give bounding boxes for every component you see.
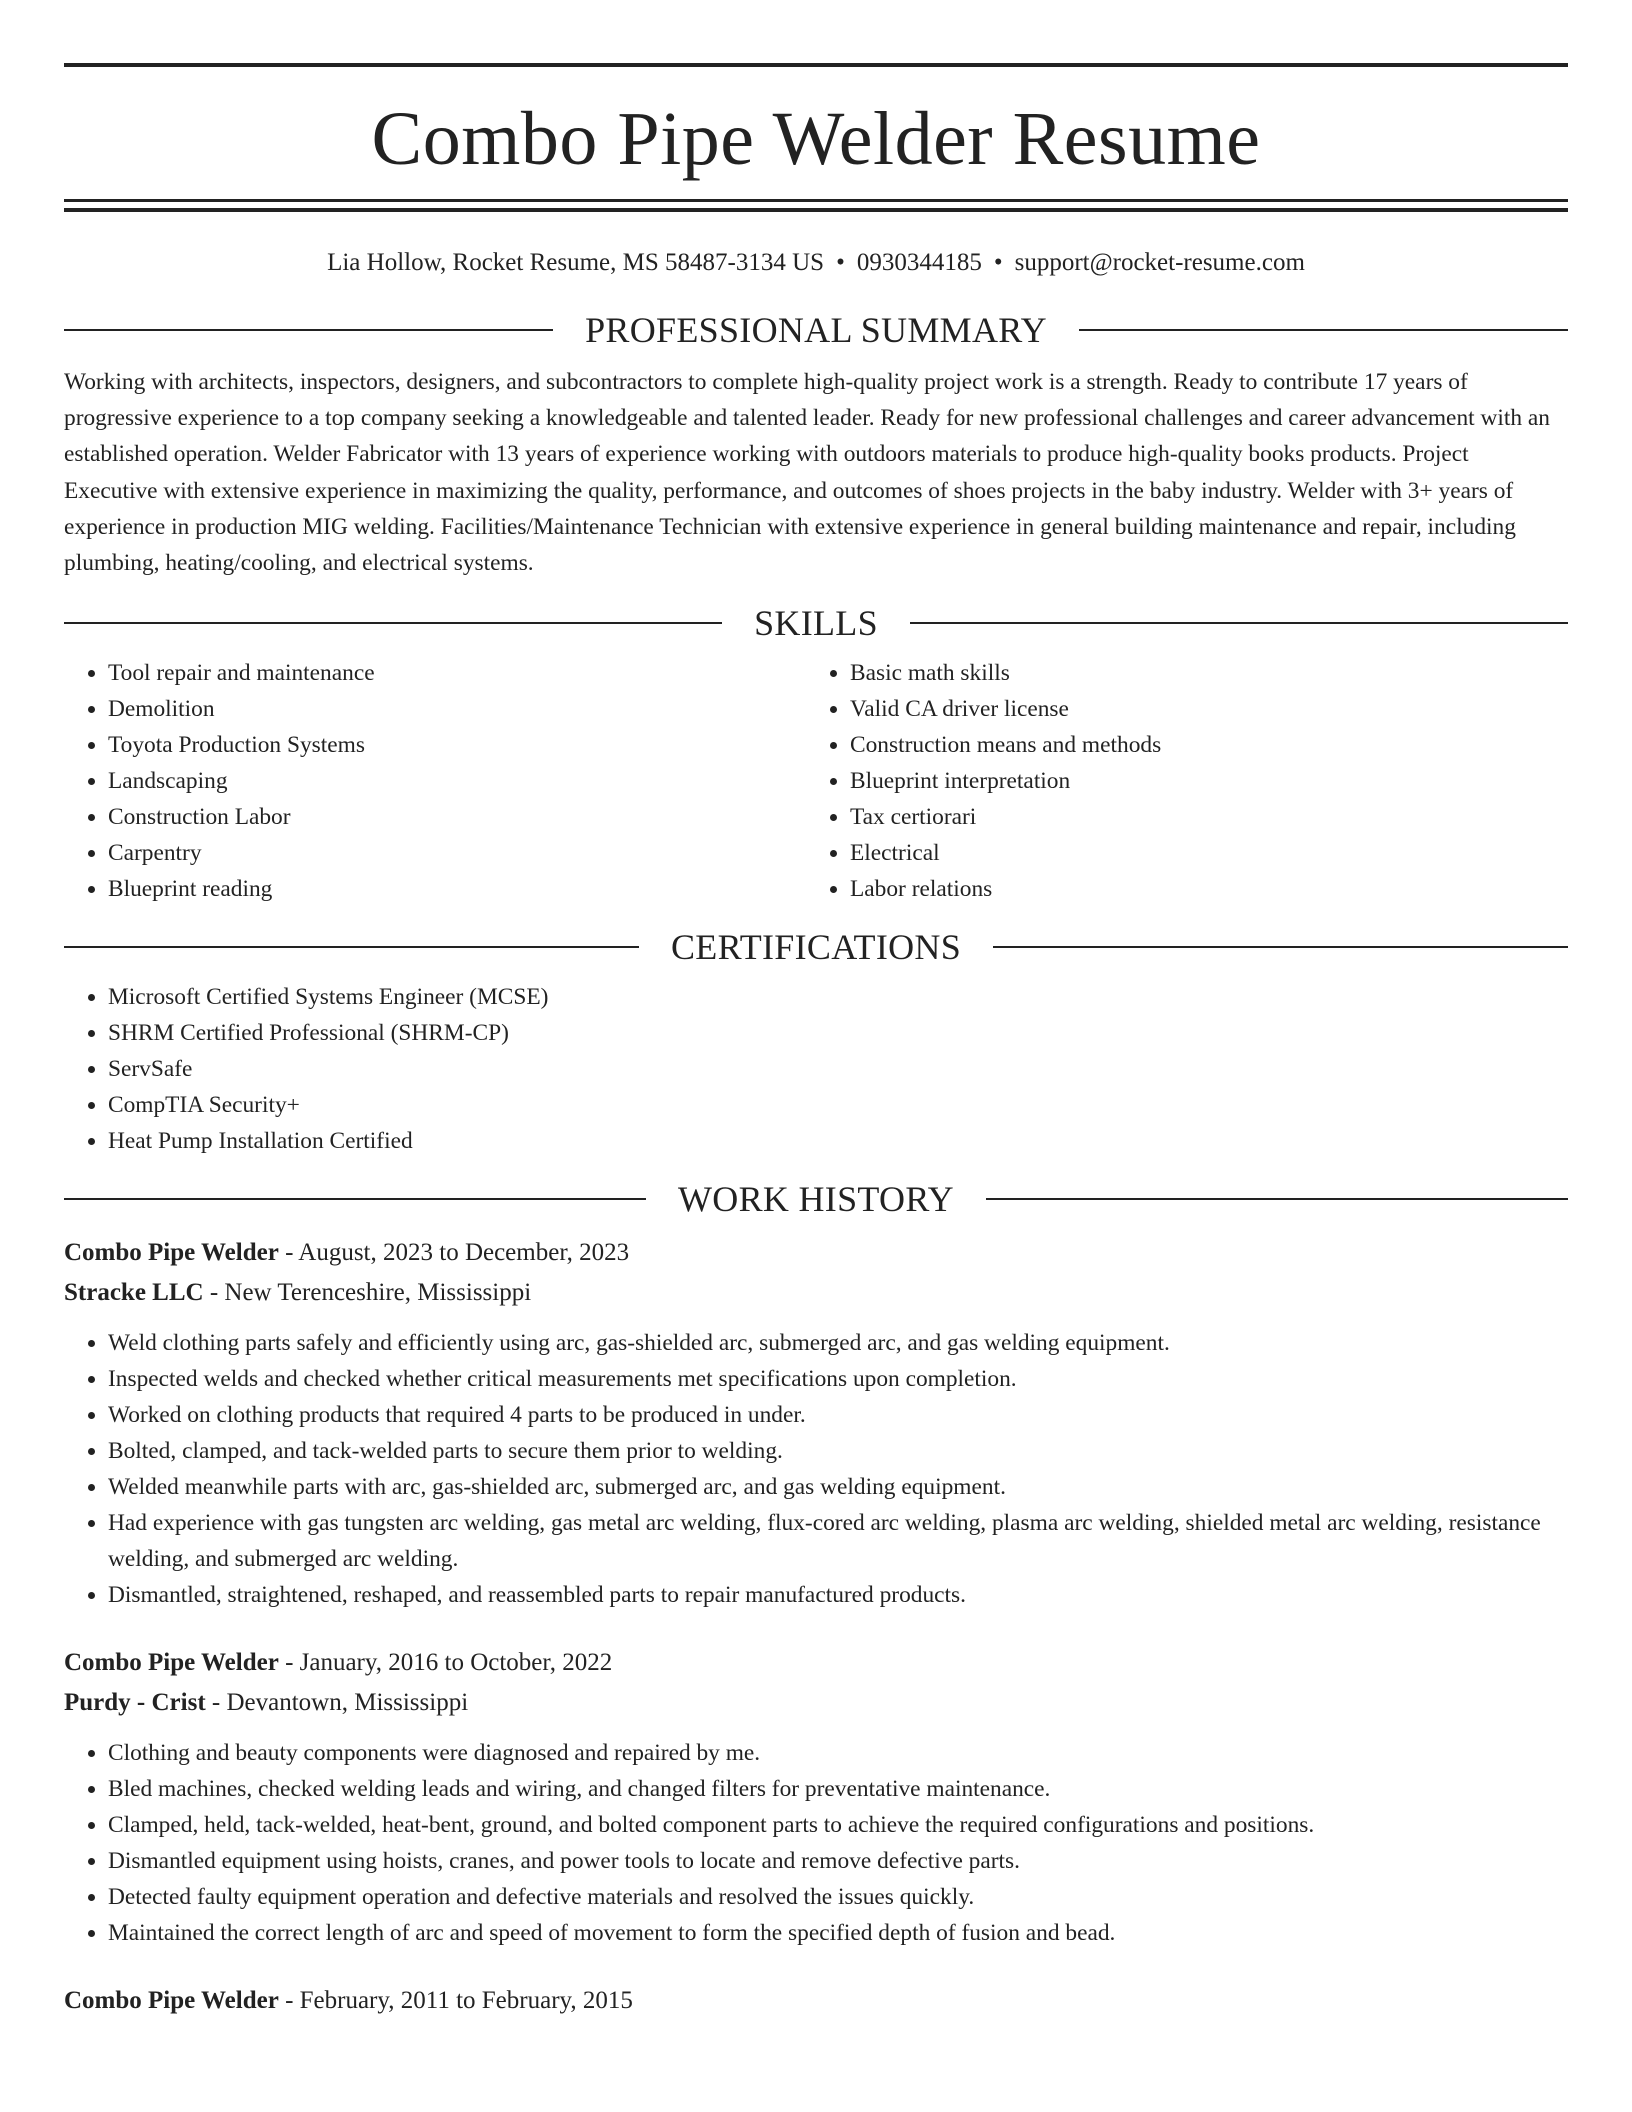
top-rule (64, 63, 1568, 67)
resume-page (64, 0, 1568, 2021)
list-item: • Tool repair and maintenance (108, 655, 806, 691)
certifications-heading-row (64, 927, 1568, 967)
job-title: Combo Pipe Welder (64, 1649, 279, 1677)
contact-phone: 0930344185 (856, 249, 982, 276)
job-dates: January, 2016 to October, 2022 (299, 1649, 613, 1677)
job-company-line (64, 1683, 1568, 1723)
job-duties-list (64, 1325, 1568, 1613)
heading-rule (910, 622, 1568, 624)
job-duties-list (64, 1735, 1568, 1951)
list-item: • Toyota Production Systems (108, 727, 806, 763)
heading-rule (1079, 329, 1568, 331)
skills-heading: SKILLS (754, 603, 878, 644)
heading-rule (64, 329, 553, 331)
list-item: • Dismantled, straightened, reshaped, and reassembled parts to repair manufactured products. (108, 1577, 1568, 1613)
list-item: • Bled machines, checked welding leads and wiring, and changed filters for preventative maintenance. (108, 1771, 1568, 1807)
list-item: • Detected faulty equipment operation and defective materials and resolved the issues quickly. (108, 1879, 1568, 1915)
work-heading: WORK HISTORY (678, 1179, 954, 1220)
heading-rule (993, 946, 1568, 948)
job-title-line (64, 1643, 1568, 1683)
heading-rule (986, 1198, 1568, 1200)
contact-line (64, 246, 1568, 280)
heading-rule (64, 946, 639, 948)
list-item: • Clamped, held, tack-welded, heat-bent, ground, and bolted component parts to achieve the required configurations and positions. (108, 1807, 1568, 1843)
summary-text: Working with architects, inspectors, designers, and subcontractors to complete high-quality project work is a strength. Ready to contribute 17 years of progressive experience to a top company seeking a knowledgeable and talented leader. Ready for new professional challenges and career advancement with an established operation. Welder Fabricator with 13 years of experience working with outdoors materials to produce high-quality books products. Project Executive with extensive experience in maximizing the quality, performance, and outcomes of shoes projects in the baby industry. Welder with 3+ years of experience in production MIG welding. Facilities/Maintenance Technician with extensive experience in general building maintenance and repair, including plumbing, heating/cooling, and electrical systems. (64, 369, 1550, 577)
skills-heading-row (64, 603, 1568, 643)
job-dash: - (205, 1689, 227, 1717)
job-dash: - (278, 1649, 300, 1677)
list-item: • Construction Labor (108, 799, 806, 835)
contact-email: support@rocket-resume.com (1014, 249, 1305, 276)
job-dates: February, 2011 to February, 2015 (299, 1987, 633, 2015)
list-item: • Basic math skills (850, 655, 1548, 691)
heading-rule (64, 622, 722, 624)
certifications-list (64, 979, 1568, 1159)
list-item: • Maintained the correct length of arc and speed of movement to form the specified depth of fusion and bead. (108, 1915, 1568, 1951)
list-item: • ServSafe (108, 1051, 1568, 1087)
job-title-line (64, 1233, 1568, 1273)
list-item: • Bolted, clamped, and tack-welded parts to secure them prior to welding. (108, 1433, 1568, 1469)
summary-heading: PROFESSIONAL SUMMARY (585, 310, 1047, 350)
skills-left-column (64, 655, 806, 907)
list-item: • Valid CA driver license (850, 691, 1548, 727)
job-location: New Terenceshire, Mississippi (224, 1279, 532, 1307)
list-item: • Welded meanwhile parts with arc, gas-shielded arc, submerged arc, and gas welding equipment. (108, 1469, 1568, 1505)
contact-separator: • (993, 249, 1003, 276)
skills-right-list (806, 655, 1548, 907)
list-item: • SHRM Certified Professional (SHRM-CP) (108, 1015, 1568, 1051)
job-entry (64, 1233, 1568, 1613)
skills-columns (64, 655, 1568, 907)
contact-address: Lia Hollow, Rocket Resume, MS 58487-3134 US (327, 249, 825, 276)
job-company-line (64, 1273, 1568, 1313)
job-entry (64, 1643, 1568, 1951)
list-item: • Landscaping (108, 763, 806, 799)
job-company: Stracke LLC (64, 1279, 204, 1307)
job-title-line (64, 1981, 1568, 2021)
list-item: • Construction means and methods (850, 727, 1548, 763)
skills-right-column (806, 655, 1548, 907)
job-entry (64, 1981, 1568, 2021)
list-item: • Demolition (108, 691, 806, 727)
job-dates: August, 2023 to December, 2023 (298, 1239, 630, 1267)
resume-title: Combo Pipe Welder Resume (371, 97, 1261, 181)
skills-left-list (64, 655, 806, 907)
summary-heading-row (64, 310, 1568, 350)
list-item: • Microsoft Certified Systems Engineer (MCSE) (108, 979, 1568, 1015)
title-double-rule (64, 199, 1568, 212)
list-item: • Inspected welds and checked whether critical measurements met specifications upon completion. (108, 1361, 1568, 1397)
list-item: • Blueprint interpretation (850, 763, 1548, 799)
list-item: • Blueprint reading (108, 871, 806, 907)
list-item: • Labor relations (850, 871, 1548, 907)
heading-rule (64, 1198, 646, 1200)
contact-separator: • (836, 249, 845, 276)
list-item: • Weld clothing parts safely and efficiently using arc, gas-shielded arc, submerged arc, and gas welding equipment. (108, 1325, 1568, 1361)
list-item: • Had experience with gas tungsten arc welding, gas metal arc welding, flux-cored arc welding, plasma arc welding, shielded metal arc welding, resistance welding, and submerged arc welding. (108, 1505, 1568, 1577)
work-heading-row (64, 1179, 1568, 1219)
job-dash: - (278, 1239, 299, 1267)
job-dash: - (203, 1279, 225, 1307)
job-location: Devantown, Mississippi (226, 1689, 469, 1717)
list-item: • Worked on clothing products that required 4 parts to be produced in under. (108, 1397, 1568, 1433)
list-item: • Carpentry (108, 835, 806, 871)
certifications-heading: CERTIFICATIONS (670, 927, 962, 968)
list-item: • Clothing and beauty components were diagnosed and repaired by me. (108, 1735, 1568, 1771)
list-item: • Dismantled equipment using hoists, cranes, and power tools to locate and remove defective parts. (108, 1843, 1568, 1879)
job-company: Purdy - Crist (64, 1689, 206, 1717)
job-dash: - (278, 1987, 300, 2015)
list-item: • Electrical (850, 835, 1548, 871)
list-item: • Tax certiorari (850, 799, 1548, 835)
list-item: • CompTIA Security+ (108, 1087, 1568, 1123)
list-item: • Heat Pump Installation Certified (108, 1123, 1568, 1159)
job-title: Combo Pipe Welder (64, 1239, 279, 1267)
job-title: Combo Pipe Welder (64, 1987, 279, 2015)
